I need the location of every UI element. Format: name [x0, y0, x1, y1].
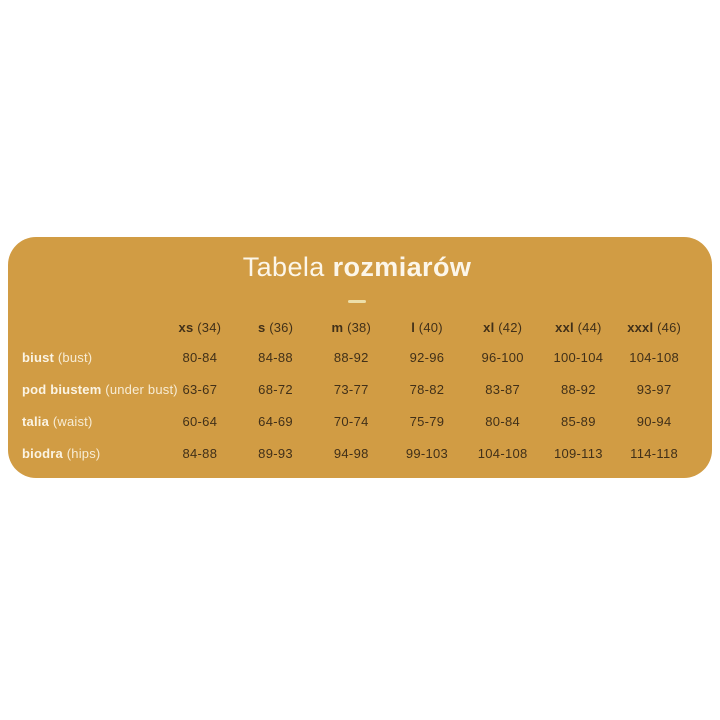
size-value-cell: 73-77: [333, 381, 369, 397]
size-value-cell: 64-69: [258, 413, 293, 429]
size-value-cell: 109-113: [553, 445, 603, 461]
size-column-header-xl: xl (42): [483, 319, 523, 335]
size-value-cell: 84-88: [182, 445, 218, 461]
size-value-cell: 68-72: [258, 381, 293, 397]
row-label: biust (bust): [22, 349, 93, 365]
size-value-cell: 63-67: [182, 381, 218, 397]
size-value-cell: 84-88: [258, 349, 293, 365]
title-divider: [348, 300, 366, 303]
row-label: talia (waist): [22, 413, 93, 429]
size-value-cell: 88-92: [560, 381, 596, 397]
title-regular: Tabela: [242, 252, 325, 282]
size-value-cell: 75-79: [409, 413, 445, 429]
size-value-cell: 80-84: [485, 413, 521, 429]
page-title: [22, 251, 692, 283]
size-chart-card: [8, 237, 712, 478]
row-label: biodra (hips): [22, 445, 101, 461]
label-column-spacer: [22, 313, 162, 341]
size-column-header-m: m (38): [331, 319, 371, 335]
table-row: [22, 405, 692, 437]
size-value-cell: 85-89: [560, 413, 596, 429]
size-value-cell: 83-87: [485, 381, 521, 397]
size-value-cell: 114-118: [630, 445, 679, 461]
size-value-cell: 100-104: [553, 349, 604, 365]
table-row: [22, 437, 692, 469]
size-column-header-s: s (36): [257, 319, 294, 335]
size-value-cell: 78-82: [409, 381, 445, 397]
size-value-cell: 93-97: [636, 381, 672, 397]
size-value-cell: 60-64: [182, 413, 218, 429]
size-column-header-xxxl: xxxl (46): [627, 319, 682, 335]
size-value-cell: 96-100: [481, 349, 524, 365]
size-table: [22, 313, 692, 469]
size-table-head: [22, 313, 692, 341]
size-value-cell: 92-96: [409, 349, 445, 365]
size-value-cell: 88-92: [333, 349, 369, 365]
size-column-header-xs: xs (34): [178, 319, 222, 335]
table-row: [22, 341, 692, 373]
size-value-cell: 104-108: [629, 349, 680, 365]
size-value-cell: 90-94: [636, 413, 672, 429]
title-bold: rozmiarów: [332, 252, 472, 282]
size-value-cell: 89-93: [258, 445, 293, 461]
size-value-cell: 94-98: [333, 445, 369, 461]
table-row: [22, 373, 692, 405]
row-label: pod biustem (under bust): [22, 381, 178, 397]
size-value-cell: 80-84: [182, 349, 218, 365]
size-value-cell: 104-108: [477, 445, 528, 461]
header-row: [22, 313, 692, 341]
size-table-body: [22, 341, 692, 469]
size-value-cell: 99-103: [405, 445, 449, 461]
size-value-cell: 70-74: [333, 413, 369, 429]
size-column-header-l: l (40): [411, 319, 443, 335]
size-column-header-xxl: xxl (44): [555, 319, 602, 335]
